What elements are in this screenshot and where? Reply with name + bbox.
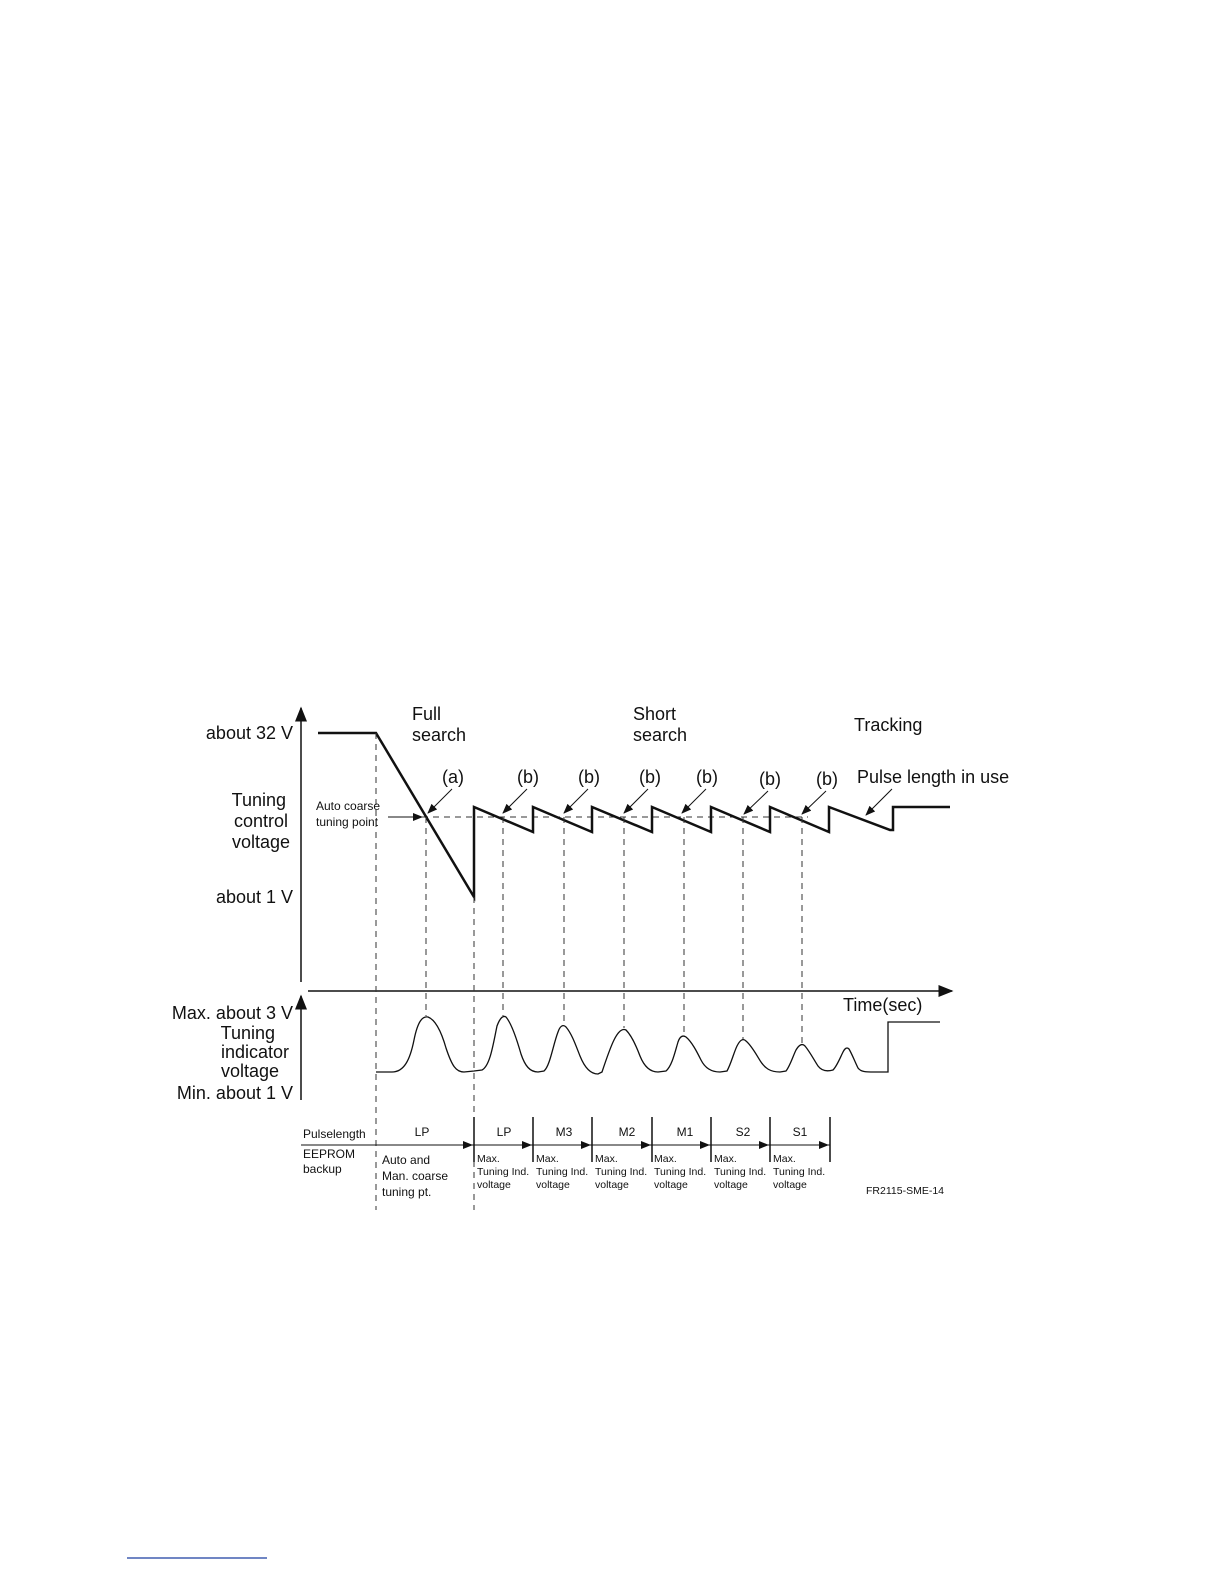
eeprom-col-4-line-3: voltage <box>654 1179 688 1191</box>
short-search-label-1: Short <box>633 704 677 724</box>
pulse-col-5: S2 <box>735 1125 751 1139</box>
eeprom-col-2-line-1: Max. <box>536 1153 559 1165</box>
auto-coarse-label-2: tuning point <box>316 815 379 829</box>
point-b-label-4: (b) <box>696 767 718 787</box>
tuning-indicator-label-1: Tuning <box>220 1023 275 1043</box>
figure-id: FR2115-SME-14 <box>866 1185 945 1197</box>
point-b-label-6: (b) <box>816 769 838 789</box>
point-b-arrow-1 <box>503 789 527 813</box>
eeprom-col-1-line-3: voltage <box>477 1179 511 1191</box>
tracking-label: Tracking <box>854 715 923 735</box>
eeprom-col-6-line-1: Max. <box>773 1153 796 1165</box>
pulse-length-in-use-label: Pulse length in use <box>857 767 1010 787</box>
short-search-label-2: search <box>633 725 688 745</box>
eeprom-col-1-line-2: Tuning Ind. <box>477 1166 530 1178</box>
about-32v-label: about 32 V <box>205 723 293 743</box>
tuning-control-label-3: voltage <box>231 832 290 852</box>
eeprom-col-3-line-2: Tuning Ind. <box>595 1166 648 1178</box>
tuning-indicator-label-3: voltage <box>220 1061 279 1081</box>
pulse-col-6: S1 <box>792 1125 808 1139</box>
pulse-col-3: M2 <box>618 1125 636 1139</box>
time-label: Time(sec) <box>843 995 923 1015</box>
eeprom-col-5-line-3: voltage <box>714 1179 748 1191</box>
point-a-arrow <box>428 789 452 813</box>
pulse-col-4: M1 <box>676 1125 694 1139</box>
tuning-control-label-2: control <box>233 811 288 831</box>
min-1v-label: Min. about 1 V <box>176 1083 293 1103</box>
tuning-indicator-voltage-trace <box>376 1016 940 1074</box>
eeprom-col-3-line-3: voltage <box>595 1179 629 1191</box>
point-b-arrow-4 <box>682 789 706 813</box>
eeprom-label-2: backup <box>303 1162 342 1176</box>
tuning-indicator-label-2: indicator <box>220 1042 289 1062</box>
point-b-arrow-6 <box>802 791 826 814</box>
eeprom-col-6-line-2: Tuning Ind. <box>773 1166 826 1178</box>
eeprom-col-3-line-1: Max. <box>595 1153 618 1165</box>
point-b-arrow-5 <box>744 791 768 814</box>
pulse-length-arrow <box>866 789 892 815</box>
eeprom-col-1-line-1: Max. <box>477 1153 500 1165</box>
eeprom-col-6-line-3: voltage <box>773 1179 807 1191</box>
eeprom-col-0-line-1: Auto and <box>382 1153 431 1167</box>
eeprom-col-5-line-1: Max. <box>714 1153 737 1165</box>
pulse-col-2: M3 <box>555 1125 573 1139</box>
eeprom-col-0-line-3: tuning pt. <box>382 1185 432 1199</box>
pulse-col-0: LP <box>414 1125 430 1139</box>
full-search-label-2: search <box>412 725 467 745</box>
eeprom-col-4-line-1: Max. <box>654 1153 677 1165</box>
point-b-label-3: (b) <box>639 767 661 787</box>
eeprom-col-5-line-2: Tuning Ind. <box>714 1166 767 1178</box>
tuning-control-label-1: Tuning <box>231 790 286 810</box>
max-3v-label: Max. about 3 V <box>171 1003 293 1023</box>
point-a-label: (a) <box>442 767 464 787</box>
eeprom-col-0-line-2: Man. coarse <box>382 1169 449 1183</box>
point-b-label-2: (b) <box>578 767 600 787</box>
auto-coarse-label-1: Auto coarse <box>316 799 381 813</box>
eeprom-col-2-line-2: Tuning Ind. <box>536 1166 589 1178</box>
point-b-label-5: (b) <box>759 769 781 789</box>
point-b-label-1: (b) <box>517 767 539 787</box>
point-b-arrow-2 <box>564 789 588 813</box>
tuning-control-voltage-trace <box>318 733 950 897</box>
about-1v-label: about 1 V <box>215 887 293 907</box>
point-b-arrow-3 <box>624 789 648 813</box>
eeprom-col-2-line-3: voltage <box>536 1179 570 1191</box>
pulse-col-1: LP <box>496 1125 512 1139</box>
eeprom-label-1: EEPROM <box>303 1147 356 1161</box>
pulselength-label: Pulselength <box>303 1127 366 1141</box>
full-search-label-1: Full <box>412 704 442 724</box>
eeprom-col-4-line-2: Tuning Ind. <box>654 1166 707 1178</box>
